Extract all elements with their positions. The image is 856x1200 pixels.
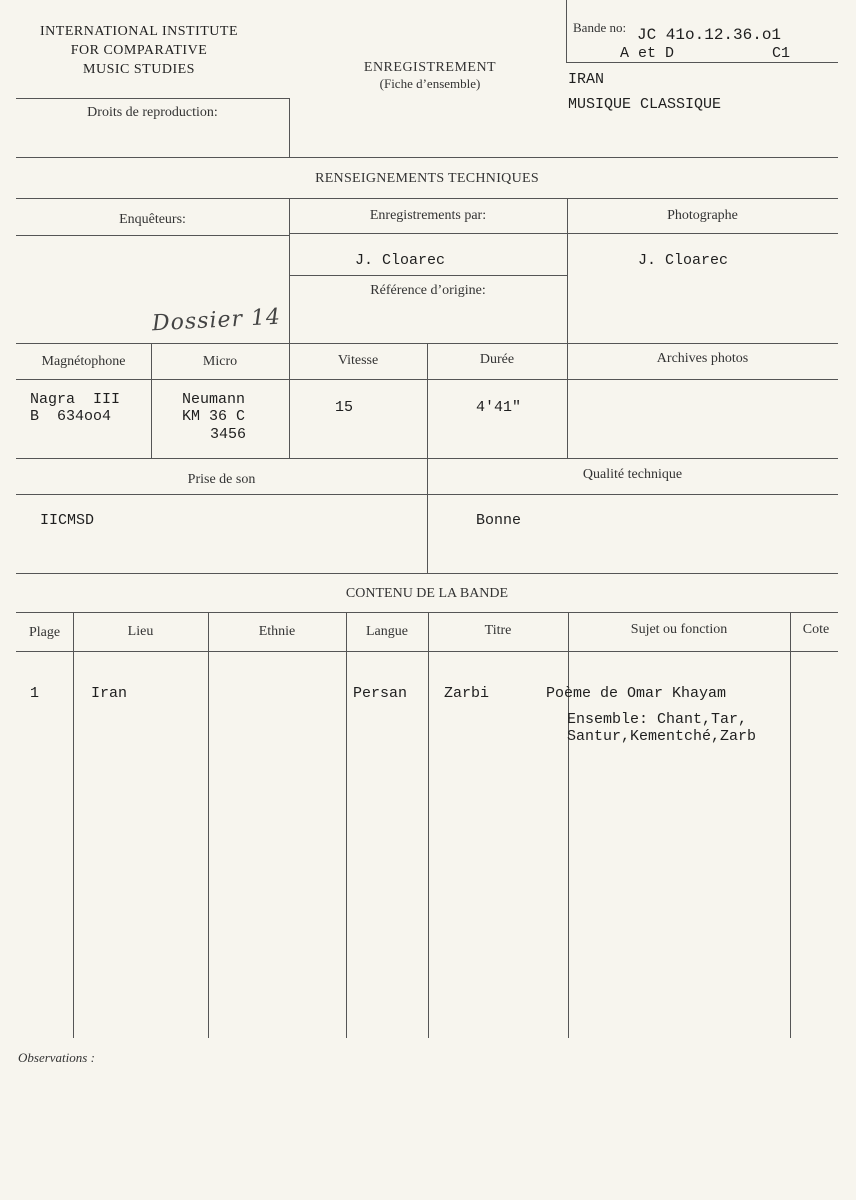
duree-label: Durée bbox=[479, 352, 515, 367]
content-vline-4 bbox=[428, 612, 429, 1038]
rights-top-line bbox=[16, 98, 289, 99]
col-plage: Plage bbox=[28, 625, 61, 640]
duree-value: 4'41" bbox=[476, 399, 522, 416]
row-sujet-1: Poème de Omar Khayam bbox=[546, 685, 727, 702]
col-langue: Langue bbox=[366, 624, 408, 639]
vitesse-value: 15 bbox=[335, 399, 354, 416]
institute-line-3: MUSIC STUDIES bbox=[83, 62, 195, 77]
content-vline-5 bbox=[568, 612, 569, 1038]
rule-5 bbox=[16, 379, 838, 380]
col-sujet: Sujet ou fonction bbox=[630, 622, 728, 637]
tech-vline-6 bbox=[567, 343, 568, 458]
col-cote: Cote bbox=[802, 622, 830, 637]
rule-6 bbox=[16, 458, 838, 459]
prise-label: Prise de son bbox=[187, 472, 256, 487]
technical-section-title: RENSEIGNEMENTS TECHNIQUES bbox=[315, 171, 539, 186]
row-sujet-2: Ensemble: Chant,Tar, bbox=[567, 711, 748, 728]
rule-2 bbox=[16, 198, 838, 199]
tech-vline-1 bbox=[289, 198, 290, 344]
form-title bbox=[330, 60, 530, 92]
qualite-value: Bonne bbox=[476, 512, 522, 529]
contenu-section-title: CONTENU DE LA BANDE bbox=[345, 586, 509, 601]
rule-8 bbox=[16, 573, 838, 574]
observations-label: Observations : bbox=[18, 1050, 95, 1065]
country-value: IRAN bbox=[568, 71, 605, 88]
photographe-label: Photographe bbox=[667, 208, 738, 223]
magnetophone-value-2: B 634oo4 bbox=[30, 408, 112, 425]
form-title-text: ENREGISTREMENT bbox=[363, 60, 497, 75]
micro-value-1: Neumann bbox=[182, 391, 246, 408]
tech-vline-4 bbox=[289, 343, 290, 458]
vitesse-label: Vitesse bbox=[337, 353, 379, 368]
form-subtitle: (Fiche d’ensemble) bbox=[379, 76, 481, 91]
content-vline-6 bbox=[790, 612, 791, 1038]
photographe-value: J. Cloarec bbox=[638, 252, 729, 269]
row-langue: Persan bbox=[353, 685, 408, 702]
row-plage: 1 bbox=[30, 685, 40, 702]
handwritten-note: Dossier 14 bbox=[151, 304, 282, 337]
enqueteurs-label: Enquêteurs: bbox=[119, 212, 186, 227]
institute-line-1: INTERNATIONAL INSTITUTE bbox=[40, 24, 238, 39]
reference-label: Référence d’origine: bbox=[370, 283, 486, 298]
rule-7 bbox=[16, 494, 838, 495]
tech-vline-3 bbox=[151, 343, 152, 458]
rule-3a bbox=[16, 235, 289, 236]
prise-value: IICMSD bbox=[40, 512, 95, 529]
content-vline-2 bbox=[208, 612, 209, 1038]
row-lieu: Iran bbox=[91, 685, 128, 702]
col-ethnie: Ethnie bbox=[258, 624, 296, 639]
rights-label: Droits de reproduction: bbox=[87, 105, 218, 120]
archives-label: Archives photos bbox=[656, 351, 749, 366]
rule-9 bbox=[16, 612, 838, 613]
tech-vline-2 bbox=[567, 198, 568, 344]
rule-3b bbox=[289, 233, 838, 234]
bande-bottom-line bbox=[566, 62, 838, 63]
col-lieu: Lieu bbox=[127, 624, 154, 639]
enregistrements-label: Enregistrements par: bbox=[369, 208, 487, 223]
bande-left-line bbox=[566, 0, 567, 62]
bande-line2-right: C1 bbox=[772, 45, 791, 62]
magnetophone-label: Magnétophone bbox=[41, 354, 126, 369]
bande-label: Bande no: bbox=[573, 20, 627, 35]
row-titre: Zarbi bbox=[444, 685, 490, 702]
institute-name bbox=[14, 22, 264, 79]
genre-value: MUSIQUE CLASSIQUE bbox=[568, 96, 722, 113]
content-vline-1 bbox=[73, 612, 74, 1038]
content-vline-3 bbox=[346, 612, 347, 1038]
reference-top-line bbox=[289, 275, 567, 276]
col-titre: Titre bbox=[484, 623, 512, 638]
qualite-label: Qualité technique bbox=[582, 467, 683, 482]
enregistrements-value: J. Cloarec bbox=[355, 252, 446, 269]
bande-line2-left: A et D bbox=[620, 45, 675, 62]
rule-1 bbox=[16, 157, 838, 158]
magnetophone-value-1: Nagra III bbox=[30, 391, 121, 408]
micro-value-2: KM 36 C bbox=[182, 408, 246, 425]
rule-10 bbox=[16, 651, 838, 652]
rights-right-line bbox=[289, 98, 290, 158]
bande-value: JC 41o.12.36.o1 bbox=[637, 26, 782, 44]
micro-label: Micro bbox=[202, 354, 238, 369]
row-sujet-3: Santur,Kementché,Zarb bbox=[567, 728, 757, 745]
institute-line-2: FOR COMPARATIVE bbox=[70, 43, 208, 58]
micro-value-3: 3456 bbox=[210, 426, 247, 443]
